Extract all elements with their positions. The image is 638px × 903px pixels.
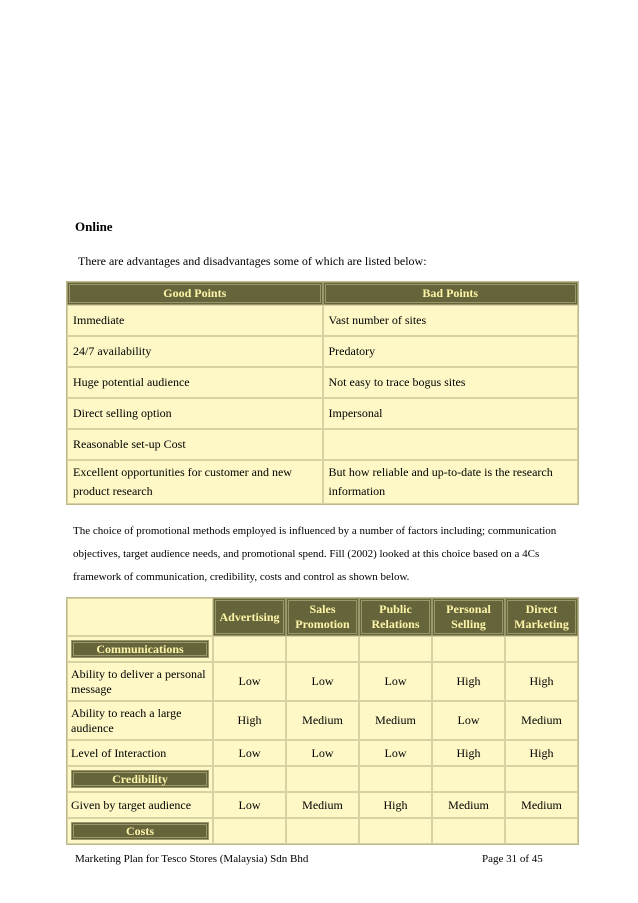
body-paragraph: The choice of promotional methods employed is influenced by a number of factors including; communication objectives, target audience needs, and promotional spend. Fill (2002) looked at this choice based on a 4Cs framework of communication, credibility, costs and control as shown below.: [73, 525, 557, 583]
row-label: Ability to deliver a personal message: [67, 662, 213, 701]
value-cell: Low: [213, 792, 286, 818]
value-cell: Medium: [505, 792, 578, 818]
value-cell: Low: [213, 740, 286, 766]
table-row: [67, 398, 578, 429]
bad-point-cell: Impersonal: [323, 398, 579, 429]
table-row: [67, 701, 578, 740]
value-cell: Low: [213, 662, 286, 701]
value-cell: Low: [286, 662, 359, 701]
good-bad-table: [66, 281, 579, 505]
value-cell: Medium: [286, 792, 359, 818]
section-communications: Communications: [71, 640, 209, 658]
table-header-row: [67, 282, 578, 305]
value-cell: Low: [359, 662, 432, 701]
footer-title: Marketing Plan for Tesco Stores (Malaysia) Sdn Bhd: [75, 853, 309, 865]
value-cell: Medium: [359, 701, 432, 740]
table-row: [67, 305, 578, 336]
table-row: [67, 336, 578, 367]
bad-points-header: Bad Points: [323, 282, 579, 305]
value-cell: High: [213, 701, 286, 740]
value-cell: Low: [286, 740, 359, 766]
col-advertising: Advertising: [213, 598, 286, 636]
value-cell: Medium: [286, 701, 359, 740]
good-point-cell: Immediate: [67, 305, 323, 336]
section-row: [67, 766, 578, 792]
value-cell: High: [505, 662, 578, 701]
value-cell: Low: [432, 701, 505, 740]
good-point-cell: Direct selling option: [67, 398, 323, 429]
table-row: [67, 740, 578, 766]
table-row: [67, 460, 578, 504]
table-row: [67, 367, 578, 398]
value-cell: High: [359, 792, 432, 818]
row-label: Level of Interaction: [67, 740, 213, 766]
good-point-cell: 24/7 availability: [67, 336, 323, 367]
col-direct-marketing: Direct Marketing: [505, 598, 578, 636]
value-cell: High: [432, 662, 505, 701]
section-heading: Online: [75, 219, 113, 234]
value-cell: Low: [359, 740, 432, 766]
good-point-cell: Reasonable set-up Cost: [67, 429, 323, 460]
table-row: [67, 792, 578, 818]
value-cell: High: [432, 740, 505, 766]
bad-point-cell: [323, 429, 579, 460]
bad-point-cell: Predatory: [323, 336, 579, 367]
bad-point-cell: Vast number of sites: [323, 305, 579, 336]
column-header-row: [67, 598, 578, 636]
value-cell: High: [505, 740, 578, 766]
corner-cell: [67, 598, 213, 636]
col-sales-promotion: Sales Promotion: [286, 598, 359, 636]
value-cell: Medium: [432, 792, 505, 818]
row-label: Given by target audience: [67, 792, 213, 818]
value-cell: Medium: [505, 701, 578, 740]
section-credibility: Credibility: [71, 770, 209, 788]
section-row: [67, 818, 578, 844]
good-points-header: Good Points: [67, 282, 323, 305]
section-row: [67, 636, 578, 662]
bad-point-cell: But how reliable and up-to-date is the research information: [323, 460, 579, 504]
page-number: Page 31 of 45: [482, 853, 543, 865]
intro-text: There are advantages and disadvantages some of which are listed below:: [78, 254, 427, 268]
table-row: [67, 662, 578, 701]
table-row: [67, 429, 578, 460]
col-public-relations: Public Relations: [359, 598, 432, 636]
bad-point-cell: Not easy to trace bogus sites: [323, 367, 579, 398]
section-costs: Costs: [71, 822, 209, 840]
four-cs-table: [66, 597, 579, 845]
col-personal-selling: Personal Selling: [432, 598, 505, 636]
good-point-cell: Excellent opportunities for customer and new product research: [67, 460, 323, 504]
row-label: Ability to reach a large audience: [67, 701, 213, 740]
good-point-cell: Huge potential audience: [67, 367, 323, 398]
